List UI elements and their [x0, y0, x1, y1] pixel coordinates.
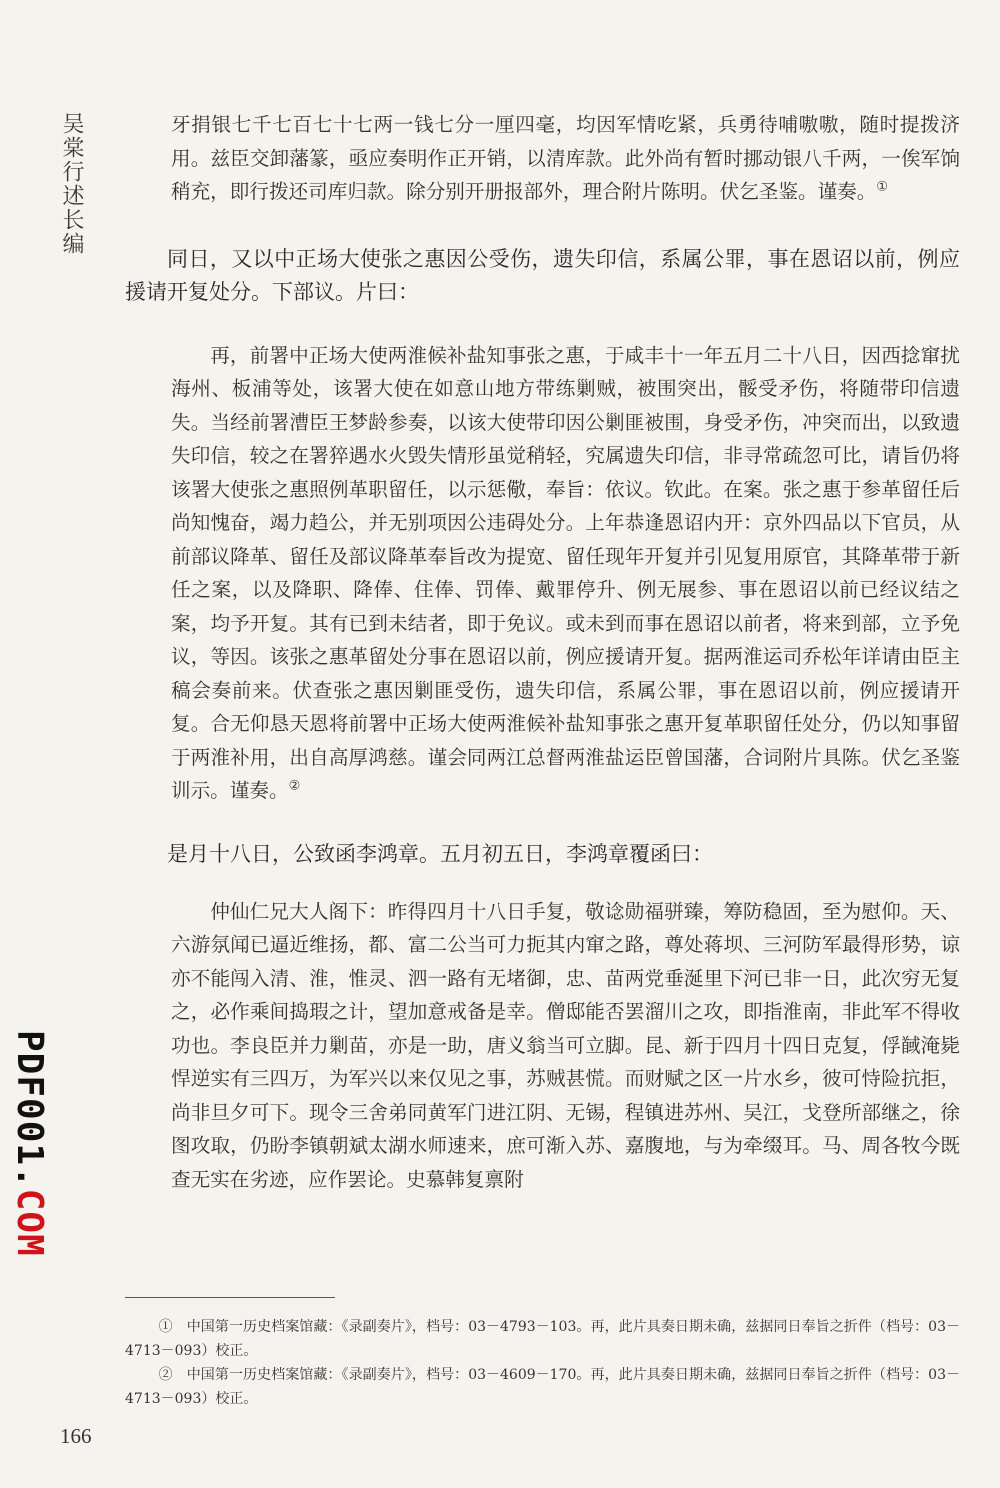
- footnote-ref-2: ②: [288, 778, 301, 794]
- footnotes: [125, 1315, 960, 1411]
- quote-paragraph-3: 仲仙仁兄大人阁下：昨得四月十八日手复，敬谂勋福骈臻，筹防稳固，至为慰仰。天、六游氛闻已逼近维扬，都、富二公当可力扼其内窜之路，尊处蒋坝、三河防军最得形势，谅亦不能闯入清、淮，惟灵、泗一路有无堵御，忠、苗两党垂涎里下河已非一日，此次穷无复之，必作乘间捣瑕之计，望加意戒备是幸。僧邸能否罢溜川之攻，即指淮南，非此军不得收功也。李良臣并力剿苗，亦是一助，唐义翁当可立脚。昆、新于四月十四日克复，俘馘淹毙悍逆实有三四万，为军兴以来仅见之事，苏贼甚慌。而财赋之区一片水乡，彼可恃险抗拒，尚非旦夕可下。现令三舍弟同黄军门进江阴、无锡，程镇进苏州、吴江，戈登所部继之，徐图攻取，仍盼李镇朝斌太湖水师速来，庶可渐入苏、嘉腹地，与为牵缀耳。马、周各牧今既查无实在劣迹，应作罢论。史慕韩复禀附: [171, 899, 960, 1191]
- quote-paragraph-2: [125, 339, 960, 808]
- narrative-paragraph-1: 同日，又以中正场大使张之惠因公受伤，遗失印信，系属公罪，事在恩诏以前，例应援请开复处分。下部议。片曰：: [125, 246, 960, 304]
- footnote-1: ① 中国第一历史档案馆藏：《录副奏片》，档号：03－4793－103。再，此片具奏日期未确，兹据同日奉旨之折件（档号：03－4713－093）校正。: [125, 1319, 960, 1359]
- footnote-ref-1: ①: [876, 179, 889, 195]
- quote-paragraph-1: [125, 108, 960, 209]
- quote-1-text: 牙捐银七千七百七十七两一钱七分一厘四毫，均因军情吃紧，兵勇待哺嗷嗷，随时提拨济用。兹臣交卸藩篆，亟应奏明作正开销，以清库款。此外尚有暂时挪动银八千两，一俟军饷稍充，即行拨还司库归款。除分别开册报部外，理合附片陈明。伏乞圣鉴。谨奏。: [171, 113, 960, 203]
- footnote-2: ② 中国第一历史档案馆藏：《录副奏片》，档号：03－4609－170。再，此片具奏日期未确，兹据同日奉旨之折件（档号：03－4713－093）校正。: [125, 1367, 960, 1407]
- running-book-title: 吴棠行述长编: [59, 112, 84, 256]
- page-body: [125, 108, 960, 1196]
- narrative-paragraph-2: 是月十八日，公致函李鸿章。五月初五日，李鸿章覆函曰：: [167, 841, 713, 866]
- quote-2-text: 再，前署中正场大使两淮候补盐知事张之惠，于咸丰十一年五月二十八日，因西捻窜扰海州、板浦等处，该署大使在如意山地方带练剿贼，被围突出，骽受矛伤，将随带印信遗失。当经前署漕臣王梦龄参奏，以该大使带印因公剿匪被围，身受矛伤，冲突而出，以致遗失印信，较之在署猝遇水火毁失情形虽觉稍轻，究属遗失印信，非寻常疏忽可比，请旨仍将该署大使张之惠照例革职留任，以示惩儆，奉旨：依议。钦此。在案。张之惠于参革留任后尚知愧奋，竭力趋公，并无别项因公违碍处分。上年恭逢恩诏内开：京外四品以下官员，从前部议降革、留任及部议降革奉旨改为提宽、留任现年开复并引见复用原官，其降革带于新任之案，以及降职、降俸、住俸、罚俸、戴罪停升、例无展参、事在恩诏以前已经议结之案，均予开复。其有已到未结者，即于免议。或未到而事在恩诏以前者，将来到部，立予免议，等因。该张之惠革留处分事在恩诏以前，例应援请开复。据两淮运司乔松年详请由臣主稿会奏前来。伏查张之惠因剿匪受伤，遗失印信，系属公罪，事在恩诏以前，例应援请开复。合无仰恳天恩将前署中正场大使两淮候补盐知事张之惠开复革职留任处分，仍以知事留于两淮补用，出自高厚鸿慈。谨会同两江总督两淮盐运臣曾国藩，合词附片具陈。伏乞圣鉴训示。谨奏。: [171, 343, 960, 802]
- page-number: 166: [60, 1424, 92, 1448]
- footnote-divider: [125, 1297, 335, 1298]
- watermark-logo: [9, 1030, 50, 1257]
- watermark-part-1: PDF001.: [9, 1030, 50, 1189]
- watermark-part-2: COM: [9, 1188, 50, 1257]
